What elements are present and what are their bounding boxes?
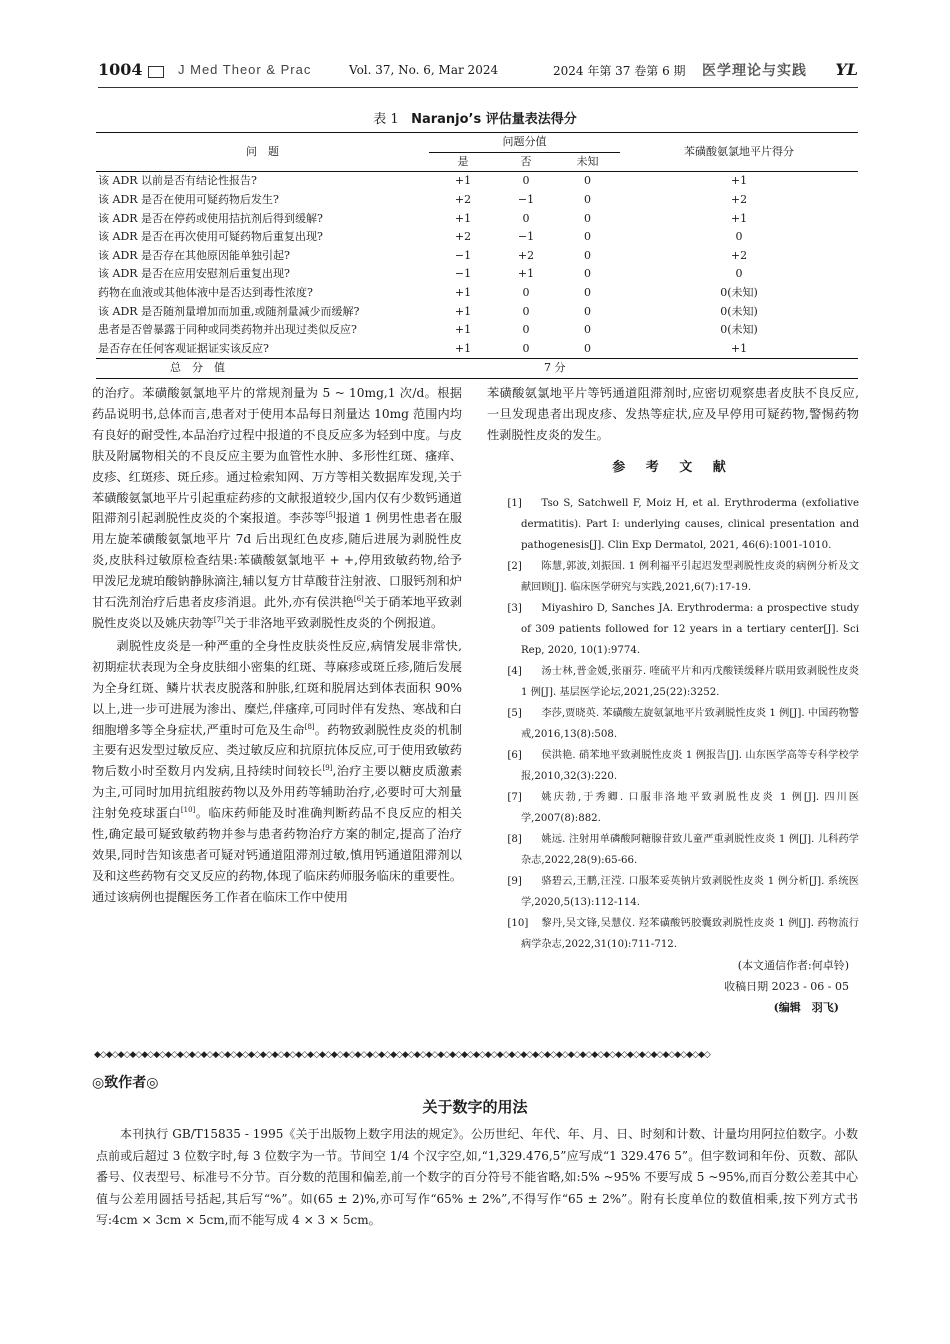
reference-text: 李莎,贾晓英. 苯磺酸左旋氨氯地平片致剥脱性皮炎 1 例[J]. 中国药物警戒,2016,13(8):508. <box>521 707 859 740</box>
notice-tag: ◎致作者◎ <box>92 1075 159 1091</box>
reference-number: [10] <box>507 917 529 929</box>
drug-score-cell: +2 <box>730 248 748 262</box>
no-value-cell: −1 <box>517 193 535 207</box>
reference-number: [3] <box>507 602 522 614</box>
unknown-value-cell: 0 <box>584 304 591 318</box>
reference-number: [2] <box>507 560 522 572</box>
notice-body: 本刊执行 GB/T15835 - 1995《关于出版物上数字用法的规定》。公历世纪、年代、年、月、日、时刻和计数、计量均用阿拉伯数字。小数点前或后超过 3 位数字时,每 3 位数字为一节。节间空 1/4 个汉字空,如,“1,329.476,5”应写成“1 329.476 5”。但字数词和年份、页数、部队番号、仪表型号、标准号不分节。百分数的范围和偏差,前一个数字的百分符号不能省略,如:5% ~95% 不要写成 5 ~95%,而百分数公差其中心值与公差用圆括号括起,其后写“%”。如(65 ± 2)%,亦可写作“65% ± 2%”,不得写作“65 ± 2%”。附有长度单位的数值相乘,按下列方式书写:4cm × 3cm × 5cm,而不能写成 4 × 3 × 5cm。 <box>96 1127 858 1227</box>
volume-info-en: Vol. 37, No. 6, Mar 2024 <box>349 63 499 77</box>
table-row <box>96 247 858 266</box>
header-rule <box>98 87 858 88</box>
yes-value-cell: −1 <box>454 267 472 281</box>
no-value-cell: 0 <box>522 341 530 355</box>
reference-item <box>487 703 859 745</box>
no-value-cell: 0 <box>497 172 555 191</box>
table-row <box>96 340 858 359</box>
citation: [7] <box>213 615 224 624</box>
reference-text: 陈慧,郭波,刘振国. 1 例利福平引起迟发型剥脱性皮炎的病例分析及文献回顾[J]. 临床医学研究与实践,2021,6(7):17-19. <box>521 560 859 593</box>
page-number: 1004 <box>98 60 143 79</box>
reference-text: Miyashiro D, Sanches JA. Erythroderma: a prospective study of 309 patients followed for 12 years in a tertiary center[J]. Sci Rep, 2020, 10(1):9774. <box>521 602 859 656</box>
reference-item <box>487 829 859 871</box>
journal-logo-icon: 𝒀L <box>835 60 858 79</box>
reference-item <box>487 493 859 556</box>
journal-name-cn: 医学理论与实践 <box>702 63 807 79</box>
unknown-value-cell: 0 <box>584 286 591 300</box>
header-question: 问 题 <box>96 133 429 172</box>
citation: [5] <box>325 511 336 520</box>
reference-text: 姚庆勃,于秀卿. 口服非洛地平致剥脱性皮炎 1 例[J]. 四川医学,2007(8):882. <box>521 791 859 824</box>
drug-score-cell: +1 <box>730 341 748 355</box>
table-row <box>96 284 858 303</box>
reference-number: [4] <box>507 665 522 677</box>
drug-score-cell: 0(未知) <box>720 304 758 318</box>
notice-title: 关于数字的用法 <box>422 1098 528 1116</box>
naranjo-table <box>96 132 858 379</box>
yes-value-cell: +1 <box>454 211 472 225</box>
no-value-cell: 0 <box>522 323 530 337</box>
reference-text: 黎丹,吴文锋,吴慧仪. 羟苯磺酸钙胶囊致剥脱性皮炎 1 例[J]. 药物流行病学杂志,2022,31(10):711-712. <box>521 917 859 950</box>
drug-score-cell: +1 <box>620 172 858 191</box>
question-cell: 该 ADR 是否在使用可疑药物后发生? <box>98 193 279 207</box>
total-label: 总 分 值 <box>96 359 429 379</box>
no-value-cell: 0 <box>522 211 530 225</box>
left-column <box>92 383 462 908</box>
unknown-value-cell: 0 <box>584 248 591 262</box>
reference-item <box>487 661 859 703</box>
corresponding-author: (本文通信作者:何卓铃) <box>737 958 849 972</box>
yes-value-cell: +1 <box>454 286 472 300</box>
reference-item <box>487 556 859 598</box>
yes-value-cell: −1 <box>454 248 472 262</box>
header-no: 否 <box>520 154 532 168</box>
citation: [9] <box>322 764 333 773</box>
no-value-cell: 0 <box>522 304 530 318</box>
reference-item <box>487 913 859 955</box>
table-row <box>96 191 858 210</box>
unknown-value-cell: 0 <box>584 193 591 207</box>
table-caption-title: Naranjo’s 评估量表法得分 <box>411 112 577 127</box>
volume-info-cn: 2024 年第 37 卷第 6 期 <box>553 64 686 78</box>
received-date: 收稿日期 2023 - 06 - 05 <box>724 979 849 993</box>
citation: [10] <box>180 806 196 815</box>
question-cell: 该 ADR 是否在再次使用可疑药物后重复出现? <box>98 230 323 244</box>
table-caption-label: 表 1 <box>373 112 399 127</box>
reference-item <box>487 745 859 787</box>
citation: [6] <box>353 595 364 603</box>
body-paragraph: 的治疗。苯磺酸氨氯地平片的常规剂量为 5 ~ 10mg,1 次/d。根据药品说明书,总体而言,患者对于使用本品每日剂量达 10mg 范围内均有良好的耐受性,本品治疗过程中报道的不良反应多为轻到中度。与皮肤及附属物相关的不良反应主要为血管性水肿、多形性红斑、瘙痒、皮疹、红斑疹、斑丘疹。通过检索知网、万方等相关数据库发现,关于苯磺酸氨氯地平片引起重症药疹的文献报道较少,国内仅有少数钙通道阻滞剂引起剥脱性皮炎的个案报道。李莎等[5]报道 1 例男性患者在服用左旋苯磺酸氨氯地平片 7d 后出现红色皮疹,随后进展为剥脱性皮炎,皮肤科过敏原检查结果:苯磺酸氨氯地平 + +,停用致敏药物,给予甲泼尼龙琥珀酸钠静脉滴注,辅以复方甘草酸苷注射液、口服钙剂和炉甘石洗剂治疗后患者皮疹消退。此外,亦有侯洪艳[6]关于硝苯地平致剥脱性皮炎以及姚庆勃等[7]关于非洛地平致剥脱性皮炎的个例报道。 <box>92 386 463 630</box>
reference-number: [9] <box>507 875 522 887</box>
header-unknown: 未知 <box>576 154 599 168</box>
table-total-row <box>96 359 858 379</box>
drug-score-cell: 0 <box>735 267 743 281</box>
drug-score-cell: 0 <box>735 230 743 244</box>
header-yes: 是 <box>457 154 469 168</box>
citation: [8] <box>304 722 315 731</box>
editor-note: (编辑 羽飞) <box>773 1000 839 1014</box>
table-row <box>96 172 858 191</box>
table-row <box>96 209 858 228</box>
reference-number: [1] <box>507 497 522 509</box>
yes-value-cell: +1 <box>429 172 497 191</box>
unknown-value-cell: 0 <box>584 211 591 225</box>
reference-item <box>487 598 859 661</box>
question-cell: 该 ADR 是否在应用安慰剂后重复出现? <box>98 267 290 281</box>
header-drug-score: 苯磺酸氨氯地平片得分 <box>620 133 858 172</box>
question-cell: 该 ADR 是否随剂量增加而加重,或随剂量减少而缓解? <box>98 304 360 318</box>
unknown-value-cell: 0 <box>584 230 591 244</box>
question-cell: 是否存在任何客观证据证实该反应? <box>98 341 269 355</box>
total-value: 7 分 <box>544 359 782 379</box>
question-cell: 该 ADR 是否在停药或使用拮抗剂后得到缓解? <box>98 211 323 225</box>
table-caption <box>0 108 950 127</box>
reference-text: 侯洪艳. 硝苯地平致剥脱性皮炎 1 例报告[J]. 山东医学高等专科学校学报,2010,32(3):220. <box>521 749 859 782</box>
no-value-cell: +1 <box>517 267 535 281</box>
question-cell: 该 ADR 以前是否有结论性报告? <box>96 172 429 191</box>
table-row <box>96 228 858 247</box>
unknown-value-cell: 0 <box>555 172 620 191</box>
body-paragraph: 剥脱性皮炎是一种严重的全身性皮肤炎性反应,病情发展非常快,初期症状表现为全身皮肤细小密集的红斑、荨麻疹或斑丘疹,随后发展为全身红斑、鳞片状表皮脱落和肿胀,红斑和脱屑达到体表面积 90% 以上,进一步可进展为渗出、糜烂,伴瘙痒,可同时伴有发热、寒战和白细胞增多等全身症状,严重时可危及生命[8]。药物致剥脱性皮炎的机制主要有迟发型过敏反应、类过敏反应和抗原抗体反应,可于使用致敏药物后数小时至数月内发病,且持续时间较长[9],治疗主要以糖皮质激素为主,可同时加用抗组胺药物以及外用药等辅助治疗,必要时可大剂量注射免疫球蛋白[10]。临床药师能及时准确判断药品不良反应的相关性,确定最可疑致敏药物并参与患者药物治疗方案的制定,提高了治疗效果,同时告知该患者可疑对钙通道阻滞剂过敏,慎用钙通道阻滞剂以及和这些药物有交叉反应的药物,体现了临床药师服务临床的重要性。通过该病例也提醒医务工作者在临床工作中使用 <box>92 638 463 904</box>
decorative-divider: ◆◇◆◇◆◇◆◇◆◇◆◇◆◇◆◇◆◇◆◇◆◇◆◇◆◇◆◇◆◇◆◇◆◇◆◇◆◇◆◇◆◇◆◇◆◇◆◇◆◇◆◇◆◇◆◇◆◇◆◇◆◇◆◇◆◇◆◇◆◇◆◇◆◇◆◇◆◇◆◇◆◇◆◇◆◇◆◇◆◇◆◇◆◇◆◇◆◇◆◇◆◇◆◇ <box>94 1050 710 1060</box>
reference-number: [7] <box>507 791 522 803</box>
yes-value-cell: +2 <box>454 193 472 207</box>
question-cell: 患者是否曾暴露于同种或同类药物并出现过类似反应? <box>98 323 357 337</box>
no-value-cell: +2 <box>517 248 535 262</box>
unknown-value-cell: 0 <box>584 341 591 355</box>
table-row <box>96 321 858 340</box>
drug-score-cell: +2 <box>730 193 748 207</box>
unknown-value-cell: 0 <box>584 267 591 281</box>
body-paragraph: 苯磺酸氨氯地平片等钙通道阻滞剂时,应密切观察患者皮肤不良反应,一旦发现患者出现皮疹、发热等症状,应及早停用可疑药物,警惕药物性剥脱性皮炎的发生。 <box>487 386 859 442</box>
drug-score-cell: 0(未知) <box>720 323 758 337</box>
drug-score-cell: 0(未知) <box>720 286 758 300</box>
journal-name-en: J Med Theor & Prac <box>178 62 312 77</box>
reference-text: Tso S, Satchwell F, Moiz H, et al. Erythroderma (exfoliative dermatitis). Part I: underlying causes, clinical presentation and pathogenesis[J]. Clin Exp Dermatol, 2021, 46(6):1001-1010. <box>521 497 859 551</box>
reference-number: [6] <box>507 749 522 761</box>
question-cell: 该 ADR 是否存在其他原因能单独引起? <box>98 248 290 262</box>
right-column <box>487 383 859 1018</box>
unknown-value-cell: 0 <box>584 323 591 337</box>
yes-value-cell: +2 <box>454 230 472 244</box>
question-cell: 药物在血液或其他体液中是否达到毒性浓度? <box>98 286 313 300</box>
square-icon <box>148 66 164 78</box>
yes-value-cell: +1 <box>454 304 472 318</box>
no-value-cell: −1 <box>517 230 535 244</box>
reference-list <box>487 493 859 955</box>
yes-value-cell: +1 <box>454 323 472 337</box>
table-row <box>96 265 858 284</box>
reference-item <box>487 871 859 913</box>
reference-text: 汤士林,普金媛,张丽芬. 喹硫平片和丙戊酸镁缓释片联用致剥脱性皮炎 1 例[J]. 基层医学论坛,2021,25(22):3252. <box>521 665 859 698</box>
header-score-group: 问题分值 <box>429 133 620 153</box>
reference-number: [5] <box>507 707 522 719</box>
table-row <box>96 302 858 321</box>
no-value-cell: 0 <box>522 286 530 300</box>
reference-text: 骆碧云,王鹏,汪滢. 口服苯妥英钠片致剥脱性皮炎 1 例分析[J]. 系统医学,2020,5(13):112-114. <box>521 875 859 908</box>
running-header <box>98 58 858 82</box>
references-heading: 参 考 文 献 <box>612 459 734 475</box>
drug-score-cell: +1 <box>730 211 748 225</box>
yes-value-cell: +1 <box>454 341 472 355</box>
reference-item <box>487 787 859 829</box>
reference-number: [8] <box>507 833 522 845</box>
reference-text: 姚远. 注射用单磷酸阿糖腺苷致儿童严重剥脱性皮炎 1 例[J]. 儿科药学杂志,2022,28(9):65-66. <box>521 833 859 866</box>
